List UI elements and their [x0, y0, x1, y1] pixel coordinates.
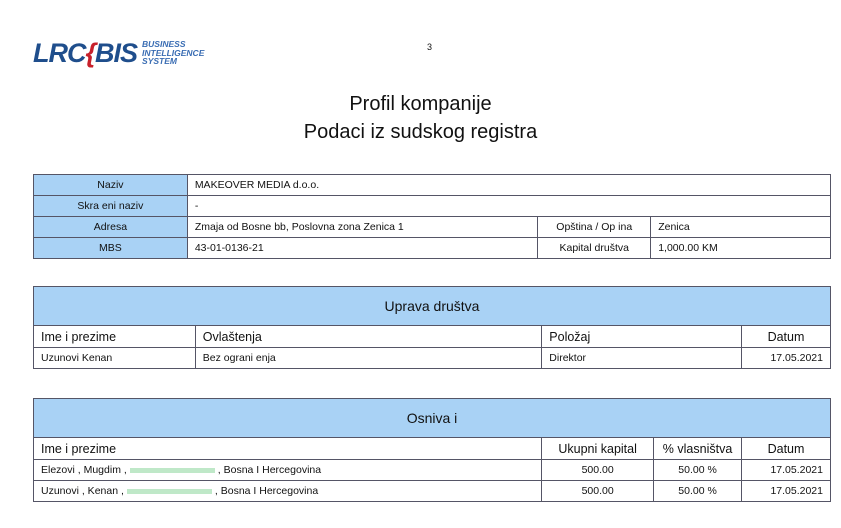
adresa-label: Adresa: [34, 217, 188, 238]
column-header: Ime i prezime: [34, 326, 196, 348]
column-header: Datum: [742, 326, 831, 348]
lrc-bis-logo: [33, 36, 204, 70]
column-header: Ukupni kapital: [542, 438, 654, 460]
table-cell: 500.00: [542, 460, 654, 481]
naziv-label: Naziv: [34, 175, 188, 196]
skraceni-naziv-value: -: [187, 196, 830, 217]
table-cell: 500.00: [542, 481, 654, 502]
table-cell: 17.05.2021: [742, 348, 831, 369]
table-cell: Uzunovi , Kenan , , Bosna I Hercegovina: [34, 481, 542, 502]
uprava-section-title: Uprava društva: [34, 287, 831, 326]
table-header-row: [34, 438, 831, 460]
logo-wordmark: LRC{BIS: [33, 37, 138, 68]
company-info-table: [33, 174, 831, 259]
table-row: [34, 348, 831, 369]
column-header: Položaj: [542, 326, 742, 348]
page-title: Profil kompanije: [349, 93, 492, 115]
table-row: [34, 238, 831, 259]
column-header: Ime i prezime: [34, 438, 542, 460]
table-header-row: [34, 326, 831, 348]
table-row: [34, 175, 831, 196]
table-cell: Elezovi , Mugdim , , Bosna I Hercegovina: [34, 460, 542, 481]
osnivaci-section-title: Osniva i: [34, 399, 831, 438]
table-row: [34, 217, 831, 238]
table-cell: 50.00 %: [654, 460, 742, 481]
redacted-mark: [130, 468, 215, 473]
table-cell: 17.05.2021: [742, 481, 831, 502]
column-header: % vlasništva: [654, 438, 742, 460]
logo-subtitle: BUSINESS INTELLIGENCE SYSTEM: [142, 39, 205, 67]
column-header: Datum: [742, 438, 831, 460]
page-subtitle: Podaci iz sudskog registra: [303, 121, 538, 143]
kapital-value: 1,000.00 KM: [651, 238, 831, 259]
table-row: [34, 481, 831, 502]
osnivaci-table: [33, 398, 831, 502]
table-cell: Bez ograni enja: [195, 348, 541, 369]
adresa-value: Zmaja od Bosne bb, Poslovna zona Zenica 1: [187, 217, 537, 238]
naziv-value: MAKEOVER MEDIA d.o.o.: [187, 175, 830, 196]
redacted-mark: [127, 489, 212, 494]
opstina-value: Zenica: [651, 217, 831, 238]
skraceni-naziv-label: Skra eni naziv: [34, 196, 188, 217]
table-cell: 17.05.2021: [742, 460, 831, 481]
column-header: Ovlaštenja: [195, 326, 541, 348]
mbs-value: 43-01-0136-21: [187, 238, 537, 259]
table-cell: Uzunovi Kenan: [34, 348, 196, 369]
table-cell: Direktor: [542, 348, 742, 369]
page-number: 3: [427, 42, 433, 52]
kapital-label: Kapital društva: [538, 238, 651, 259]
table-row: [34, 460, 831, 481]
table-row: [34, 196, 831, 217]
mbs-label: MBS: [34, 238, 188, 259]
table-cell: 50.00 %: [654, 481, 742, 502]
opstina-label: Opština / Op ina: [538, 217, 651, 238]
uprava-table: [33, 286, 831, 369]
